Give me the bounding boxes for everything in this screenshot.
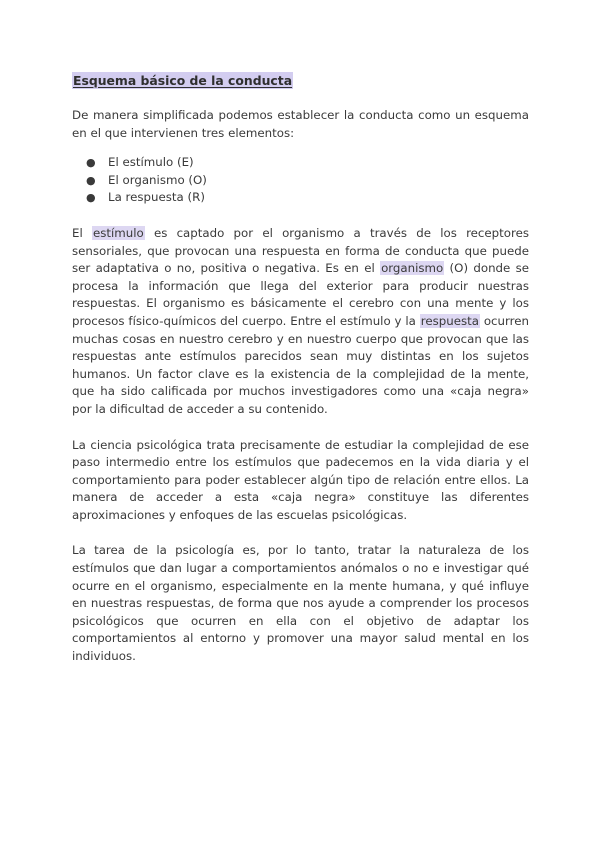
list-item (86, 172, 529, 190)
document-title: Esquema básico de la conducta (73, 73, 293, 88)
list-item (86, 189, 529, 207)
highlighted-term-stimulus: estímulo (92, 225, 144, 240)
intro-paragraph: De manera simplificada podemos establecer la conducta como un esquema en el que intervienen tres elementos: (72, 108, 529, 140)
psychology-task-paragraph: La tarea de la psicología es, por lo tanto, tratar la naturaleza de los estímulos que dan lugar a comportamientos anómalos o no e investigar qué ocurre en el organismo, especialmente en la mente humana, y qué influye en nuestras respuestas, de forma que nos ayude a comprender los procesos psicológicos que ocurren en ella con el objetivo de adaptar los comportamientos al entorno y promover una mayor salud mental en los individuos. (72, 543, 529, 664)
stimulus-paragraph (72, 225, 529, 419)
highlighted-term-organism: organismo (381, 261, 444, 276)
paragraph-text: (O) donde se procesa la información que llega del exterior para producir nuestras respuestas. El organismo es básicamente el cerebro con una mente y los procesos físico-químicos del cuerpo. Entre el estímulo y la (72, 261, 529, 328)
paragraph-text: El (72, 225, 92, 240)
elements-list (72, 154, 529, 207)
list-item-label: El organismo (O) (108, 172, 207, 187)
paragraph-text: es captado por el organismo a través de los receptores sensoriales, que provocan una respuesta en forma de conducta que puede ser adaptativa o no, positiva o negativa. Es en el (72, 225, 529, 276)
highlighted-term-response: respuesta (420, 313, 479, 328)
paragraph-text: ocurren muchas cosas en nuestro cerebro y en nuestro cuerpo que provocan que las respuestas ante estímulos parecidos sean muy distintas en los sujetos humanos. Un factor clave es la existencia de la complejidad de la mente, que ha sido calificada por muchos investigadores como una «caja negra» por la dificultad de acceder a su contenido. (72, 313, 529, 416)
list-item (86, 154, 529, 172)
bullet-icon: ● (86, 191, 96, 205)
bullet-icon: ● (86, 173, 96, 187)
bullet-icon: ● (86, 156, 96, 170)
psychological-science-paragraph: La ciencia psicológica trata precisamente de estudiar la complejidad de ese paso intermedio entre los estímulos que padecemos en la vida diaria y el comportamiento para poder establecer algún tipo de relación entre ellos. La manera de acceder a esta «caja negra» constituye las diferentes aproximaciones y enfoques de las escuelas psicológicas. (72, 437, 529, 522)
list-item-label: El estímulo (E) (108, 155, 194, 170)
list-item-label: La respuesta (R) (108, 190, 205, 205)
